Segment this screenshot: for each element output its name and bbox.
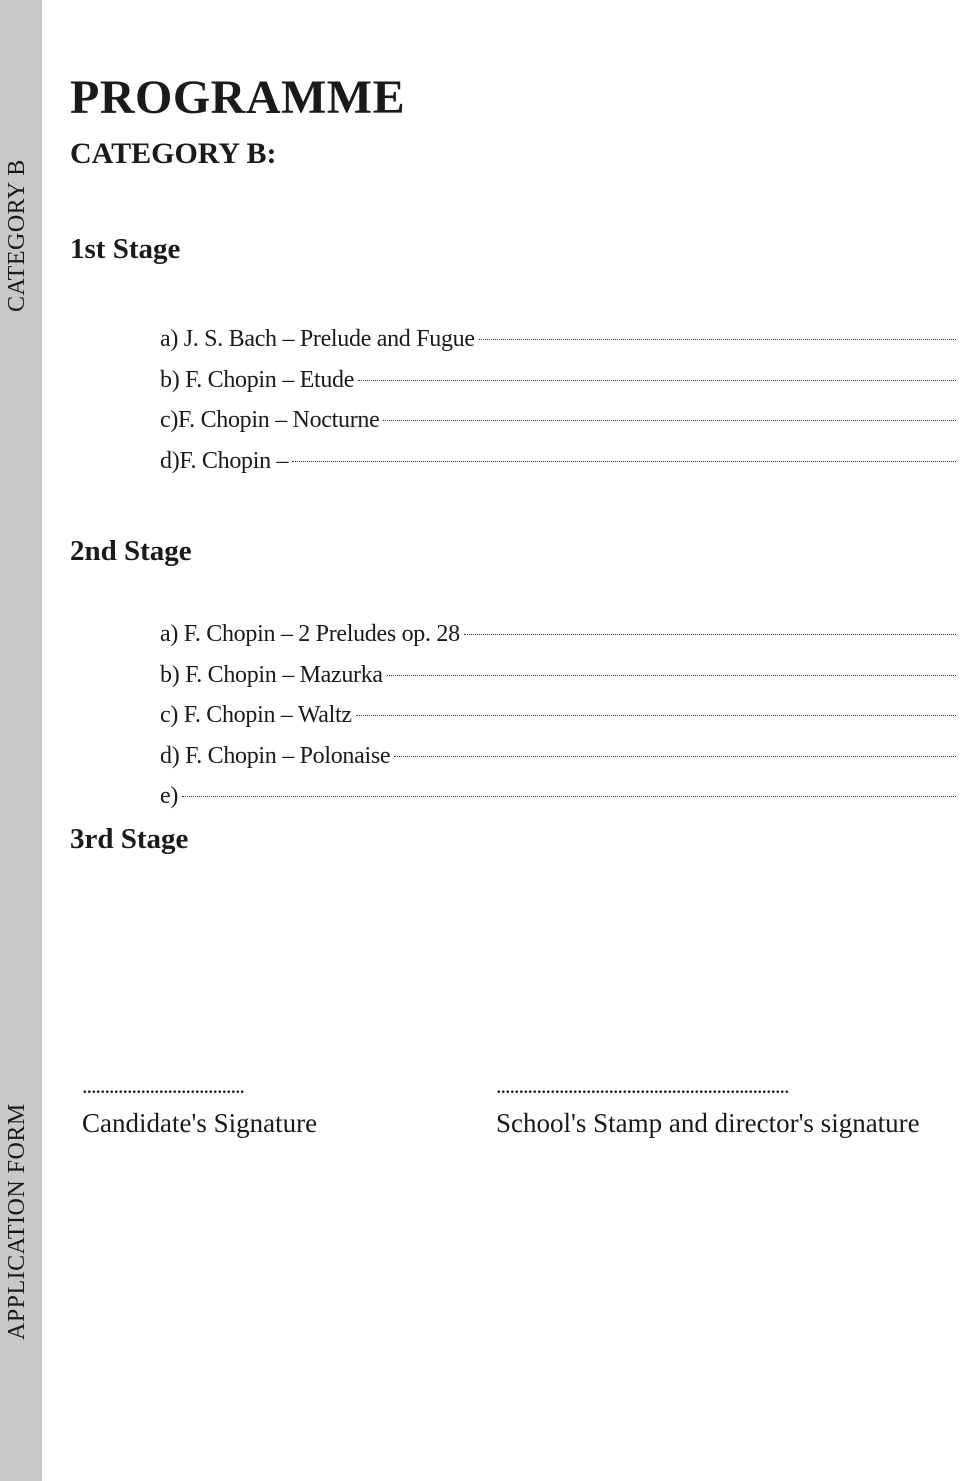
stage-2-item-c[interactable]	[160, 695, 956, 736]
stage-2-item-d[interactable]	[160, 736, 956, 777]
stage-heading-2: 2nd Stage	[70, 535, 192, 567]
item-label: d) F. Chopin – Polonaise	[160, 742, 391, 769]
stage-2-item-a[interactable]	[160, 614, 956, 655]
programme-content	[70, 0, 956, 1481]
fill-in-dotted-line	[479, 338, 956, 340]
stage-1-item-c[interactable]	[160, 400, 956, 441]
stage-heading-3: 3rd Stage	[70, 823, 189, 855]
fill-in-dotted-line	[387, 674, 956, 676]
stage-2-item-e[interactable]	[160, 776, 956, 817]
stage-1-item-b[interactable]	[160, 360, 956, 401]
item-label: c) F. Chopin – Waltz	[160, 702, 352, 728]
category-subtitle: CATEGORY B:	[70, 137, 277, 170]
stage-1-item-d[interactable]	[160, 441, 956, 482]
item-label: b) F. Chopin – Mazurka	[160, 661, 383, 688]
fill-in-dotted-line	[182, 795, 956, 797]
stage-list-1	[160, 319, 956, 481]
item-label: a) J. S. Bach – Prelude and Fugue	[160, 326, 475, 352]
stage-list-2	[160, 614, 956, 817]
side-strip	[0, 0, 42, 1481]
side-label-category: CATEGORY B	[4, 159, 30, 312]
side-label-application-form: APPLICATION FORM	[4, 1103, 30, 1340]
fill-in-dotted-line	[358, 379, 956, 381]
school-signature-line: .................................................................	[496, 1076, 789, 1098]
item-label: e)	[160, 783, 179, 809]
stage-2-item-b[interactable]	[160, 655, 956, 696]
fill-in-dotted-line	[292, 460, 956, 462]
item-label: b) F. Chopin – Etude	[160, 366, 355, 393]
fill-in-dotted-line	[356, 714, 956, 716]
school-signature-block[interactable]	[496, 1076, 920, 1140]
candidate-signature-block[interactable]	[82, 1076, 317, 1140]
fill-in-dotted-line	[394, 755, 956, 757]
stage-1-item-a[interactable]	[160, 319, 956, 360]
item-label: a) F. Chopin – 2 Preludes op. 28	[160, 621, 460, 647]
page-title: PROGRAMME	[70, 71, 406, 124]
fill-in-dotted-line	[464, 633, 956, 635]
candidate-signature-label: Candidate's Signature	[82, 1108, 318, 1138]
item-label: c)F. Chopin – Nocturne	[160, 407, 380, 433]
item-label: d)F. Chopin –	[160, 447, 289, 474]
stage-heading-1: 1st Stage	[70, 233, 181, 265]
school-signature-label: School's Stamp and director's signature	[496, 1108, 920, 1138]
fill-in-dotted-line	[383, 419, 956, 421]
candidate-signature-line: ....................................	[82, 1076, 244, 1098]
